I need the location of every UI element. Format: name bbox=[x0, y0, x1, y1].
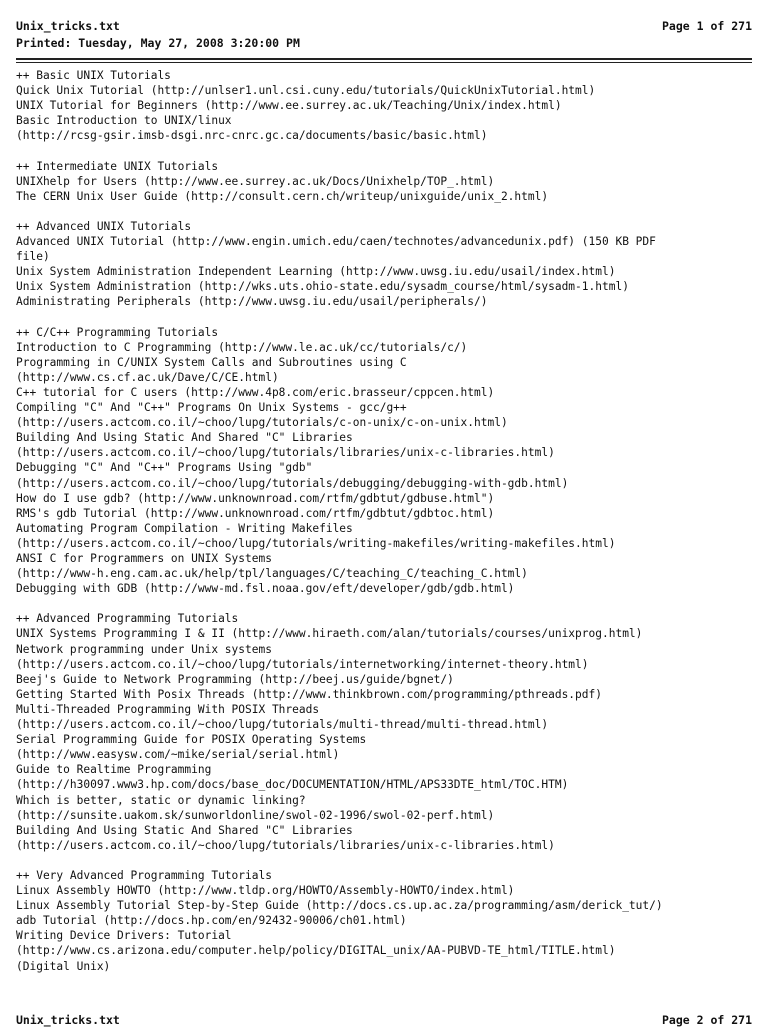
text-line: Linux Assembly Tutorial Step-by-Step Guide (http://docs.cs.up.ac.za/programming/asm/derick_tut/) bbox=[16, 899, 663, 913]
text-line: (http://www-h.eng.cam.ac.uk/help/tpl/languages/C/teaching_C/teaching_C.html) bbox=[16, 567, 528, 581]
text-line: UNIX Tutorial for Beginners (http://www.ee.surrey.ac.uk/Teaching/Unix/index.html) bbox=[16, 99, 562, 113]
text-line: Advanced UNIX Tutorial (http://www.engin.umich.edu/caen/technotes/advancedunix.pdf) (150 KB PDF bbox=[16, 235, 656, 249]
text-line: Serial Programming Guide for POSIX Operating Systems bbox=[16, 733, 367, 747]
header-row-1 bbox=[16, 18, 752, 35]
text-line: (http://users.actcom.co.il/~choo/lupg/tutorials/libraries/unix-c-libraries.html) bbox=[16, 446, 555, 460]
text-line bbox=[16, 853, 758, 868]
text-line bbox=[16, 143, 758, 158]
text-line: ++ Intermediate UNIX Tutorials bbox=[16, 159, 219, 173]
text-line: Beej's Guide to Network Programming (http://beej.us/guide/bgnet/) bbox=[16, 672, 454, 686]
text-line: Introduction to C Programming (http://www.le.ac.uk/cc/tutorials/c/) bbox=[16, 340, 468, 354]
text-line: ANSI C for Programmers on UNIX Systems bbox=[16, 552, 272, 565]
text-line: (http://users.actcom.co.il/~choo/lupg/tutorials/debugging/debugging-with-gdb.html) bbox=[16, 476, 569, 490]
text-line: ++ Advanced UNIX Tutorials bbox=[16, 219, 192, 233]
text-line: ++ Very Advanced Programming Tutorials bbox=[16, 868, 272, 882]
text-line: Getting Started With Posix Threads (http://www.thinkbrown.com/programming/pthreads.pdf) bbox=[16, 687, 602, 701]
text-line: Debugging with GDB (http://www-md.fsl.noaa.gov/eft/developer/gdb/gdb.html) bbox=[16, 582, 515, 596]
text-line: (http://users.actcom.co.il/~choo/lupg/tutorials/libraries/unix-c-libraries.html) bbox=[16, 838, 555, 852]
text-line: ++ Advanced Programming Tutorials bbox=[16, 612, 239, 626]
text-line: file) bbox=[16, 250, 50, 264]
text-line: (http://users.actcom.co.il/~choo/lupg/tutorials/internetworking/internet-theory.html) bbox=[16, 657, 589, 671]
text-line: adb Tutorial (http://docs.hp.com/en/92432-90006/ch01.html) bbox=[16, 914, 407, 928]
document-body bbox=[16, 68, 758, 974]
page-footer bbox=[16, 1012, 752, 1029]
text-line bbox=[16, 310, 758, 325]
footer-filename: Unix_tricks.txt bbox=[16, 1013, 120, 1027]
text-line: ++ Basic UNIX Tutorials bbox=[16, 69, 171, 82]
text-line bbox=[16, 596, 758, 611]
text-line bbox=[16, 204, 758, 219]
text-line: Basic Introduction to UNIX/linux bbox=[16, 114, 232, 128]
text-line: UNIX Systems Programming I & II (http://www.hiraeth.com/alan/tutorials/courses/unixprog.html) bbox=[16, 627, 643, 641]
text-line: How do I use gdb? (http://www.unknownroad.com/rtfm/gdbtut/gdbuse.html") bbox=[16, 491, 495, 505]
text-line: (http://users.actcom.co.il/~choo/lupg/tutorials/writing-makefiles/writing-makefiles.html) bbox=[16, 536, 616, 550]
text-line: (http://www.cs.cf.ac.uk/Dave/C/CE.html) bbox=[16, 370, 279, 384]
page-header bbox=[16, 18, 752, 52]
text-line: Administrating Peripherals (http://www.uwsg.iu.edu/usail/peripherals/) bbox=[16, 295, 488, 309]
text-line: Quick Unix Tutorial (http://unlser1.unl.csi.cuny.edu/tutorials/QuickUnixTutorial.html) bbox=[16, 84, 596, 98]
text-line: Building And Using Static And Shared "C" Libraries bbox=[16, 823, 353, 837]
text-line: Multi-Threaded Programming With POSIX Threads bbox=[16, 702, 320, 716]
header-row-2 bbox=[16, 35, 752, 52]
text-line: Compiling "C" And "C++" Programs On Unix Systems - gcc/g++ bbox=[16, 401, 407, 415]
text-line: (http://rcsg-gsir.imsb-dsgi.nrc-cnrc.gc.ca/documents/basic/basic.html) bbox=[16, 129, 488, 143]
text-line: Linux Assembly HOWTO (http://www.tldp.org/HOWTO/Assembly-HOWTO/index.html) bbox=[16, 884, 515, 898]
text-line: RMS's gdb Tutorial (http://www.unknownroad.com/rtfm/gdbtut/gdbtoc.html) bbox=[16, 506, 495, 520]
text-line: Guide to Realtime Programming bbox=[16, 763, 212, 777]
text-line: (http://h30097.www3.hp.com/docs/base_doc/DOCUMENTATION/HTML/APS33DTE_html/TOC.HTM) bbox=[16, 778, 569, 792]
header-page-number: Page 1 of 271 bbox=[661, 19, 752, 33]
text-line: UNIXhelp for Users (http://www.ee.surrey.ac.uk/Docs/Unixhelp/TOP_.html) bbox=[16, 174, 495, 188]
text-line: Writing Device Drivers: Tutorial bbox=[16, 929, 232, 943]
text-line: (http://users.actcom.co.il/~choo/lupg/tutorials/multi-thread/multi-thread.html) bbox=[16, 718, 549, 732]
footer-page-number: Page 2 of 271 bbox=[661, 1013, 752, 1027]
text-line: C++ tutorial for C users (http://www.4p8.com/eric.brasseur/cppcen.html) bbox=[16, 385, 495, 399]
text-line: (http://sunsite.uakom.sk/sunworldonline/swol-02-1996/swol-02-perf.html) bbox=[16, 808, 495, 822]
text-line: Network programming under Unix systems bbox=[16, 642, 272, 656]
text-line: (http://users.actcom.co.il/~choo/lupg/tutorials/c-on-unix/c-on-unix.html) bbox=[16, 416, 508, 430]
text-line: Building And Using Static And Shared "C" Libraries bbox=[16, 431, 353, 445]
text-line: Automating Program Compilation - Writing Makefiles bbox=[16, 521, 353, 535]
text-line: (http://www.easysw.com/~mike/serial/serial.html) bbox=[16, 748, 340, 762]
text-line: Unix System Administration Independent Learning (http://www.uwsg.iu.edu/usail/index.html) bbox=[16, 265, 616, 279]
header-filename: Unix_tricks.txt bbox=[16, 19, 120, 33]
text-line: Unix System Administration (http://wks.uts.ohio-state.edu/sysadm_course/html/sysadm-1.html) bbox=[16, 280, 629, 294]
text-line: Debugging "C" And "C++" Programs Using "gdb" bbox=[16, 461, 313, 475]
text-line: (http://www.cs.arizona.edu/computer.help/policy/DIGITAL_unix/AA-PUBVD-TE_html/TITLE.html) bbox=[16, 944, 616, 958]
text-line: Programming in C/UNIX System Calls and Subroutines using C bbox=[16, 355, 407, 369]
text-line: The CERN Unix User Guide (http://consult.cern.ch/writeup/unixguide/unix_2.html) bbox=[16, 189, 549, 203]
text-line: Which is better, static or dynamic linking? bbox=[16, 793, 306, 807]
text-line: ++ C/C++ Programming Tutorials bbox=[16, 325, 219, 339]
header-divider-thick bbox=[16, 58, 752, 60]
header-divider-thin bbox=[16, 62, 752, 63]
header-printed-date: Printed: Tuesday, May 27, 2008 3:20:00 PM bbox=[16, 36, 300, 50]
text-line: (Digital Unix) bbox=[16, 959, 111, 973]
